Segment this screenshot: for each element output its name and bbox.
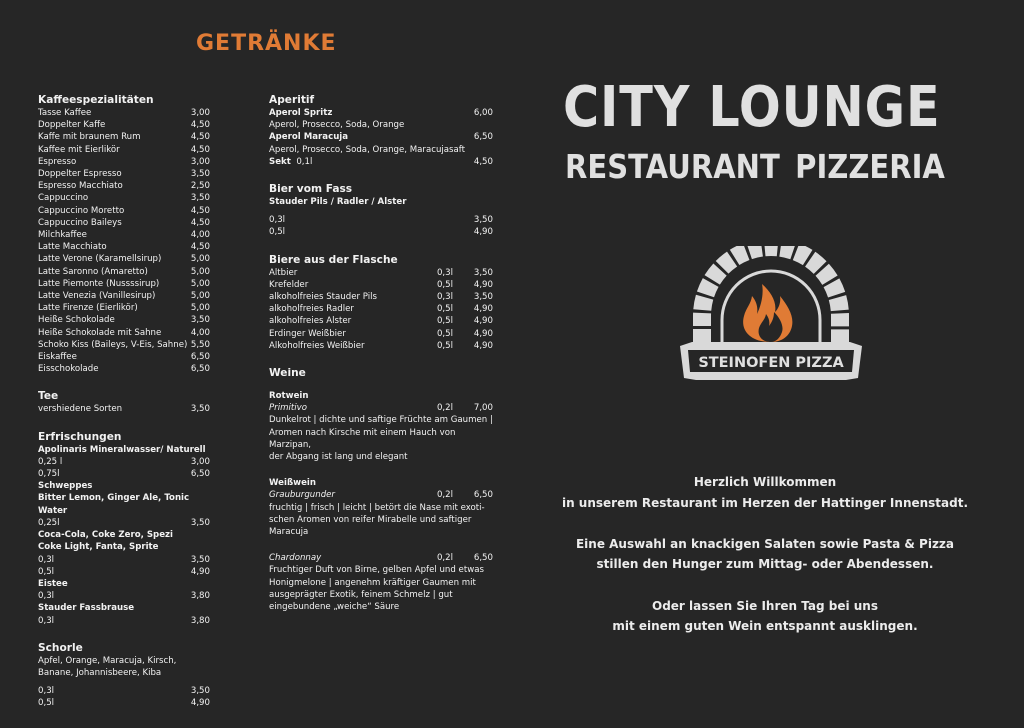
item-price: 2,50	[190, 181, 210, 192]
welcome-line: in unserem Restaurant im Herzen der Hattinger Innenstadt.	[561, 495, 969, 510]
item-price: 4,50	[190, 120, 210, 131]
item-name: Aperol Maracuja	[269, 132, 349, 143]
item-price: 6,50	[473, 132, 493, 143]
wine-name: Chardonnay	[269, 553, 322, 564]
item-price: 4,00	[190, 327, 210, 338]
item-price: 3,50	[473, 292, 493, 303]
menu-item	[38, 314, 210, 326]
section-title-tee: Tee	[38, 390, 59, 403]
wine-item	[269, 552, 493, 564]
menu-item	[269, 107, 493, 119]
item-size: 0,75l	[38, 469, 60, 480]
item-price: 4,90	[473, 279, 493, 290]
item-name: Cappuccino Baileys	[38, 217, 122, 228]
section-title-weine: Weine	[269, 367, 306, 380]
item-desc: Aperol, Prosecco, Soda, Orange, Maracujasaft	[269, 144, 466, 155]
menu-item	[38, 403, 210, 415]
wine-desc: fruchtig | frisch | leicht | betört die Nase mit exoti-	[269, 502, 485, 513]
item-name: Sekt	[269, 156, 291, 167]
brand-subtitle: RESTAURANT PIZZERIA	[565, 147, 945, 186]
wine-size: 0,2l	[436, 490, 453, 501]
item-subtitle: Coca-Cola, Coke Zero, Spezi	[38, 530, 173, 541]
item-price: 4,50	[190, 144, 210, 155]
item-name: Latte Saronno (Amaretto)	[38, 266, 148, 277]
wine-desc: ausgeprägter Exotik, feinem Schmelz | gut	[269, 589, 453, 600]
wine-desc: Dunkelrot | dichte und saftige Früchte am Gaumen |	[269, 415, 493, 426]
section-title-aperitif: Aperitif	[269, 94, 315, 106]
wine-size: 0,2l	[436, 403, 453, 414]
brand-title: CITY LOUNGE	[563, 75, 941, 140]
wine-price: 6,50	[473, 490, 493, 501]
item-name: Latte Venezia (Vanillesirup)	[38, 291, 156, 302]
fass-list	[269, 214, 493, 238]
wine-size: 0,2l	[436, 553, 453, 564]
item-price: 5,50	[190, 339, 210, 350]
wine-desc: Aromen nach Kirsche mit einem Hauch von Marzipan,	[269, 427, 456, 450]
item-price: 4,50	[190, 242, 210, 253]
menu-item	[38, 192, 210, 204]
wine-price: 6,50	[473, 553, 493, 564]
menu-item	[269, 226, 493, 238]
menu-item	[269, 340, 493, 352]
item-price: 3,50	[473, 267, 493, 278]
item-subtitle: Stauder Pils / Radler / Alster	[269, 197, 407, 208]
menu-item	[269, 131, 493, 143]
menu-item	[38, 107, 210, 119]
menu-item	[38, 456, 210, 468]
item-name: 0,5l	[38, 698, 55, 709]
item-price: 6,50	[190, 469, 210, 480]
item-name: Cappuccino	[38, 193, 89, 204]
item-price: 3,50	[190, 686, 210, 697]
menu-item	[38, 590, 210, 602]
logo-text: STEINOFEN PIZZA	[698, 355, 844, 371]
item-size: 0,3l	[436, 267, 453, 278]
item-price: 4,90	[473, 340, 493, 351]
item-subtitle: Eistee	[38, 578, 68, 589]
item-name: Heiße Schokolade	[38, 315, 115, 326]
item-name: Latte Piemonte (Nussssirup)	[38, 278, 160, 289]
item-price: 4,90	[473, 227, 493, 238]
menu-item	[38, 327, 210, 339]
item-name: alkoholfreies Radler	[269, 304, 354, 315]
item-name: Cappuccino Moretto	[38, 205, 125, 216]
menu-item	[38, 131, 210, 143]
item-price: 5,00	[190, 254, 210, 265]
flasche-list	[269, 267, 493, 352]
wine-desc: Honigmelone | angenehm kräftiger Gaumen mit	[269, 577, 476, 588]
item-name: 0,3l	[38, 686, 55, 697]
item-price: 3,50	[190, 315, 210, 326]
item-price: 3,50	[473, 215, 493, 226]
menu-item	[38, 517, 210, 529]
kaffee-list	[38, 107, 210, 375]
menu-item	[38, 241, 210, 253]
item-name: Eiskaffee	[38, 352, 77, 363]
item-name: Espresso	[38, 156, 77, 167]
menu-item	[38, 351, 210, 363]
menu-item	[38, 119, 210, 131]
welcome-line: Eine Auswahl an knackigen Salaten sowie Pasta & Pizza	[575, 536, 955, 551]
tee-list	[38, 403, 210, 415]
wine-desc: eingebundene „weiche“ Säure	[269, 602, 400, 613]
menu-item	[38, 363, 210, 375]
welcome-line: Oder lassen Sie Ihren Tag bei uns	[652, 598, 878, 613]
item-price: 5,00	[190, 291, 210, 302]
item-name: Eisschokolade	[38, 364, 99, 375]
menu-item	[38, 278, 210, 290]
menu-item	[38, 266, 210, 278]
item-size: 0,1l	[296, 156, 313, 167]
item-size: 0,5l	[436, 304, 453, 315]
section-title-schorle: Schorle	[38, 641, 83, 654]
menu-item	[38, 339, 210, 351]
menu-item	[38, 566, 210, 578]
item-name: Espresso Macchiato	[38, 181, 123, 192]
menu-item	[269, 267, 493, 279]
menu-item	[269, 328, 493, 340]
item-name: Altbier	[269, 267, 298, 278]
section-title-kaffee: Kaffeespezialitäten	[38, 94, 154, 106]
wine-price: 7,00	[473, 403, 493, 414]
item-price: 4,00	[190, 230, 210, 241]
item-price: 4,50	[190, 132, 210, 143]
section-title-erfrischungen: Erfrischungen	[38, 430, 122, 443]
menu-item	[269, 315, 493, 327]
wine-desc: Fruchtiger Duft von Birne, gelben Apfel und etwas	[269, 565, 484, 576]
menu-item	[38, 180, 210, 192]
menu-item	[38, 290, 210, 302]
item-name: Kaffee mit Eierlikör	[38, 144, 120, 155]
item-price: 4,90	[473, 328, 493, 339]
menu-item	[38, 554, 210, 566]
item-size: 0,25 l	[38, 456, 63, 467]
menu-item	[38, 156, 210, 168]
menu-item	[38, 468, 210, 480]
item-name: Krefelder	[269, 279, 309, 290]
menu-item	[269, 156, 493, 168]
item-name: Latte Firenze (Eierlikör)	[38, 303, 138, 314]
item-price: 4,90	[190, 698, 210, 709]
item-size: 0,5l	[436, 328, 453, 339]
menu-item	[269, 214, 493, 226]
item-size: 0,5l	[38, 566, 55, 577]
menu-column-middle	[269, 93, 493, 613]
wine-item	[269, 489, 493, 501]
item-name: Latte Macchiato	[38, 242, 107, 253]
item-price: 4,90	[473, 316, 493, 327]
wine-name: Grauburgunder	[269, 490, 335, 501]
item-price: 3,50	[190, 193, 210, 204]
item-subtitle: Coke Light, Fanta, Sprite	[38, 542, 159, 553]
wine-desc: Maracuja	[269, 527, 309, 538]
item-price: 3,50	[190, 404, 210, 415]
item-size: 0,5l	[436, 316, 453, 327]
item-name: Alkoholfreies Weißbier	[269, 340, 365, 351]
item-size: 0,5l	[269, 227, 286, 238]
welcome-line: mit einem guten Wein entspannt ausklingen.	[612, 619, 918, 634]
item-price: 3,00	[190, 456, 210, 467]
item-size: 0,5l	[436, 279, 453, 290]
item-price: 4,50	[190, 205, 210, 216]
item-subtitle: Apolinaris Mineralwasser/ Naturell	[38, 444, 206, 455]
steinofen-logo	[678, 246, 864, 388]
menu-item	[38, 168, 210, 180]
wine-category-white: Weißwein	[269, 478, 316, 489]
item-name: Kaffe mit braunem Rum	[38, 132, 141, 143]
item-name: Milchkaffee	[38, 230, 87, 241]
item-price: 3,00	[190, 156, 210, 167]
item-price: 3,50	[190, 554, 210, 565]
item-price: 6,00	[473, 108, 493, 118]
menu-item	[38, 302, 210, 314]
item-name: Heiße Schokolade mit Sahne	[38, 327, 162, 338]
item-name: Latte Verone (Karamellsirup)	[38, 254, 162, 265]
menu-item	[38, 217, 210, 229]
item-price: 3,50	[190, 517, 210, 528]
item-price: 5,00	[190, 266, 210, 277]
welcome-line: Herzlich Willkommen	[693, 475, 837, 489]
wine-name: Primitivo	[269, 403, 307, 414]
wine-item	[269, 402, 493, 414]
item-name: alkoholfreies Alster	[269, 316, 352, 327]
item-price: 4,90	[190, 566, 210, 577]
item-subtitle: Stauder Fassbrause	[38, 603, 135, 614]
item-name: Doppelter Espresso	[38, 169, 122, 180]
welcome-line: stillen den Hunger zum Mittag- oder Abendessen.	[596, 557, 934, 572]
schorle-desc-2: Banane, Johannisbeere, Kiba	[38, 667, 162, 678]
menu-item	[38, 253, 210, 265]
item-name: Erdinger Weißbier	[269, 328, 346, 339]
item-size: 0,3l	[38, 615, 55, 626]
item-name: Tasse Kaffee	[38, 108, 92, 118]
item-price: 5,00	[190, 303, 210, 314]
item-price: 6,50	[190, 352, 210, 363]
item-price: 3,50	[190, 169, 210, 180]
item-size: 0,25l	[38, 517, 60, 528]
item-subtitle: Schweppes	[38, 481, 93, 492]
item-price: 4,50	[190, 217, 210, 228]
menu-item	[38, 205, 210, 217]
menu-item	[269, 303, 493, 315]
item-name: Doppelter Kaffe	[38, 120, 106, 131]
wine-category-red: Rotwein	[269, 391, 309, 402]
item-size: 0,3l	[38, 591, 55, 602]
menu-item	[38, 229, 210, 241]
item-price: 6,50	[190, 364, 210, 375]
item-size: 0,3l	[38, 554, 55, 565]
menu-item	[269, 279, 493, 291]
section-title-flasche: Biere aus der Flasche	[269, 253, 398, 266]
wine-desc: schen Aromen von reifer Mirabelle und saftiger	[269, 514, 472, 525]
menu-column-left	[38, 93, 210, 710]
menu-item	[269, 291, 493, 303]
item-price: 3,80	[190, 615, 210, 626]
menu-item	[38, 685, 210, 697]
schorle-desc-1: Apfel, Orange, Maracuja, Kirsch,	[38, 655, 177, 666]
menu-item	[38, 615, 210, 627]
welcome-text	[560, 472, 970, 657]
item-name: vershiedene Sorten	[38, 404, 123, 415]
item-price: 3,80	[190, 591, 210, 602]
section-title-fass: Bier vom Fass	[269, 183, 353, 196]
item-size: 0,3l	[436, 292, 453, 303]
item-name: alkoholfreies Stauder Pils	[269, 292, 378, 303]
menu-item	[38, 697, 210, 709]
item-price: 4,90	[473, 304, 493, 315]
item-name: Aperol Spritz	[269, 108, 333, 118]
item-price: 4,50	[473, 156, 493, 167]
menu-item	[38, 144, 210, 156]
item-desc: Aperol, Prosecco, Soda, Orange	[269, 120, 405, 131]
item-size: 0,3l	[269, 215, 286, 226]
item-name: Schoko Kiss (Baileys, V-Eis, Sahne)	[38, 339, 188, 350]
menu-heading: GETRÄNKE	[196, 31, 337, 56]
wine-desc: der Abgang ist lang und elegant	[269, 452, 408, 463]
item-price: 3,00	[190, 108, 210, 118]
item-size: 0,5l	[436, 340, 453, 351]
schorle-list	[38, 685, 210, 709]
item-price: 5,00	[190, 278, 210, 289]
item-subtitle: Bitter Lemon, Ginger Ale, Tonic Water	[38, 493, 190, 516]
erfrischungen-list	[38, 444, 210, 627]
